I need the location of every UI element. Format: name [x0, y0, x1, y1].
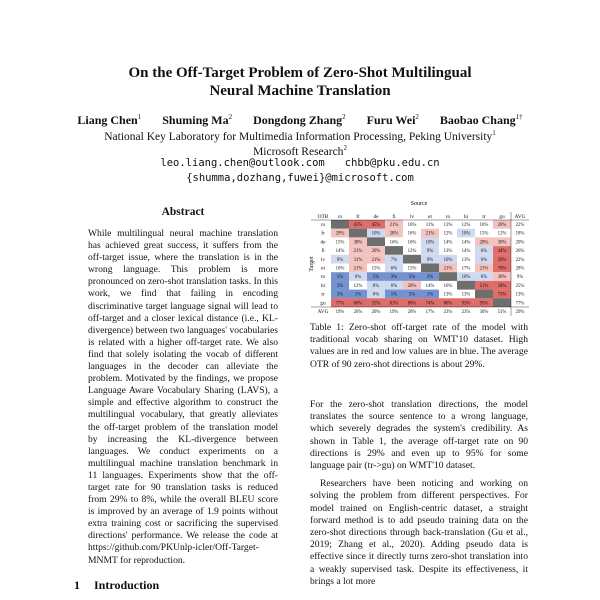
corner-label: OTR	[317, 214, 329, 220]
cell-value: 23%	[461, 310, 471, 315]
cell-value: 26%	[353, 310, 363, 315]
author-name: Liang Chen	[77, 113, 138, 127]
cell-value: 18%	[515, 231, 525, 237]
cell-value: 16%	[335, 266, 345, 272]
cell-value: 13%	[461, 292, 471, 298]
heat-cell	[385, 246, 403, 255]
cell-value: 1%	[426, 292, 434, 298]
cell-value: 21%	[479, 266, 489, 272]
cell-value: 12%	[407, 249, 417, 255]
cell-value: 58%	[497, 283, 507, 289]
cell-value: 28%	[479, 240, 489, 246]
author	[253, 113, 346, 127]
heat-cell	[493, 298, 511, 307]
affiliation-1-sup: 1	[492, 129, 496, 137]
column-header: lv	[409, 214, 415, 220]
cell-value: 5%	[372, 275, 380, 281]
email-link[interactable]: {shumma,dozhang,fuwei}@microsoft.com	[186, 172, 414, 184]
column-header: fr	[356, 214, 360, 220]
cell-value: 30%	[497, 240, 507, 246]
cell-value: 21%	[443, 266, 453, 272]
cell-value: 80%	[443, 301, 453, 307]
section-title: Introduction	[94, 578, 160, 592]
cell-value: 6%	[372, 283, 380, 289]
cell-value: 5%	[408, 292, 416, 298]
cell-value: 7%	[390, 257, 398, 263]
section-number: 1	[74, 578, 80, 592]
cell-value: 12%	[461, 223, 471, 228]
target-axis-label: Target	[309, 256, 315, 272]
column-header: AVG	[514, 214, 526, 220]
row-header: et	[321, 265, 325, 272]
cell-value: 9%	[336, 257, 344, 263]
author	[367, 113, 419, 127]
heat-cell	[367, 237, 385, 246]
cell-value: 93%	[461, 301, 471, 307]
cell-value: 16%	[407, 223, 417, 228]
cell-value: 14%	[335, 249, 345, 255]
cell-value: 16%	[407, 231, 417, 237]
email-line-2	[0, 171, 600, 185]
cell-value: 31%	[353, 257, 363, 263]
cell-value: 20%	[497, 223, 507, 228]
cell-value: 1%	[354, 292, 362, 298]
cell-value: 28%	[515, 266, 525, 272]
cell-value: 15%	[407, 266, 417, 272]
cell-value: 1%	[390, 292, 398, 298]
cell-value: 6%	[480, 249, 488, 255]
author-sup: 2	[228, 113, 233, 121]
author-sup: 1†	[515, 113, 523, 121]
author-sup: 2	[342, 113, 346, 121]
cell-value: 70%	[497, 266, 507, 272]
affiliation-1-text: National Key Laboratory for Multimedia Information Processing, Peking University	[104, 130, 493, 143]
cell-value: 60%	[353, 301, 363, 307]
row-header: fr	[321, 230, 325, 237]
cell-value: 38%	[353, 240, 363, 246]
cell-value: 6%	[480, 275, 488, 281]
cell-value: 10%	[461, 231, 471, 237]
cell-value: 20%	[407, 310, 417, 315]
cell-value: 14%	[461, 240, 471, 246]
body-text-right	[310, 399, 528, 594]
cell-value: 14%	[443, 240, 453, 246]
cell-value: 28%	[389, 231, 399, 237]
cell-value: 74%	[425, 301, 435, 307]
cell-value: 29%	[515, 310, 525, 315]
cell-value: 26%	[515, 249, 525, 255]
cell-value: 9%	[426, 249, 434, 255]
cell-value: 30%	[479, 310, 489, 315]
affiliation-2-sup: 2	[343, 144, 347, 152]
cell-value: 3%	[390, 275, 398, 281]
paper-title	[0, 64, 600, 100]
cell-value: 15%	[335, 240, 345, 246]
table-caption: Table 1: Zero-shot off-target rate of the model with traditional vocab sharing on WMT'10 dataset. High values are in red and low values are in blue. The average OTR of 90 zero-shot directions is about 29%.	[310, 322, 528, 370]
column-header: fi	[392, 214, 396, 220]
heat-cell	[457, 281, 475, 290]
cell-value: 30%	[497, 275, 507, 281]
email-link[interactable]: leo.liang.chen@outlook.com	[160, 157, 325, 169]
cell-value: 81%	[389, 301, 399, 307]
cell-value: 12%	[443, 231, 453, 237]
row-header: AVG	[317, 309, 329, 315]
cell-value: 51%	[497, 310, 507, 315]
cell-value: 55%	[371, 301, 381, 307]
section-heading	[74, 578, 159, 593]
cell-value: 22%	[515, 257, 525, 263]
cell-value: 80%	[407, 301, 417, 307]
cell-value: 73%	[497, 292, 507, 298]
off-target-rate-table	[309, 200, 531, 318]
cell-value: 6%	[372, 292, 380, 298]
author-name: Dongdong Zhang	[253, 113, 343, 127]
cell-value: 11%	[425, 223, 435, 228]
heat-cell	[349, 229, 367, 238]
cell-value: 19%	[389, 310, 399, 315]
cell-value: 20%	[515, 240, 525, 246]
row-header: hi	[320, 282, 326, 289]
author-sup: 2	[415, 113, 419, 121]
cell-value: 6%	[480, 257, 488, 263]
column-header: hi	[463, 214, 469, 220]
email-line-1	[0, 156, 600, 170]
cell-value: 6%	[390, 266, 398, 272]
heat-cell	[331, 220, 349, 229]
cell-value: 12%	[353, 283, 363, 289]
title-line-2: Neural Machine Translation	[209, 83, 391, 99]
cell-value: 3%	[426, 275, 434, 281]
cell-value: 16%	[479, 223, 489, 228]
row-header: tr	[321, 291, 325, 298]
cell-value: 51%	[479, 283, 489, 289]
column-header: cs	[337, 214, 343, 220]
cell-value: 15%	[371, 266, 381, 272]
abstract-text: While multilingual neural machine translation has achieved great success, it suffers from the off-target issue, where the translation is in the wrong language. This problem is more pronounced on zero-shot translation tasks. In this work, we find that failing in encoding discriminative target language signal will lead to off-target and a closer lexical distance (i.e., KL-divergence) between two languages' vocabularies is related with a higher off-target rate. We also find that solely isolating the vocab of different languages in the decoder can alleviate the problem. Motivated by the findings, we propose Language Aware Vocabulary Sharing (LAVS), a simple and effective algorithm to construct the multilingual vocabulary, that greatly alleviates the off-target problem of the translation model by increasing the KL-divergence between languages. We conduct experiments on a multilingual machine translation benchmark in 11 languages. Experiments show that the off-target rate for 90 translation tasks is reduced from 29% to 8%, while the overall BLEU score is improved by an average of 1.9 points without extra training cost or sacrificing the supervised directions' performance. We release the code at https://github.com/PKUnlp-icler/Off-Target-MNMT for reproduction.	[88, 228, 278, 566]
cell-value: 45%	[353, 223, 363, 228]
row-header: ro	[320, 274, 326, 281]
cell-value: 5%	[408, 275, 416, 281]
cell-value: 9%	[516, 275, 524, 281]
cell-value: 13%	[443, 249, 453, 255]
email-link[interactable]: chbb@pku.edu.cn	[344, 157, 440, 169]
row-header: fi	[321, 248, 325, 255]
row-header: lv	[320, 256, 326, 263]
heat-cell	[403, 255, 421, 264]
cell-value: 25%	[515, 283, 525, 289]
cell-value: 12%	[497, 231, 507, 237]
cell-value: 21%	[353, 266, 363, 272]
author-sup: 1	[137, 113, 142, 121]
column-header: de	[373, 214, 379, 220]
cell-value: 14%	[461, 249, 471, 255]
cell-value: 17%	[425, 310, 435, 315]
row-header: gu	[320, 300, 326, 307]
author-name: Shuming Ma	[162, 113, 229, 127]
cell-value: 13%	[443, 292, 453, 298]
cell-value: 13%	[461, 257, 471, 263]
cell-value: 10%	[461, 275, 471, 281]
cell-value: 1%	[336, 275, 344, 281]
cell-value: 21%	[425, 231, 435, 237]
cell-value: 21%	[353, 249, 363, 255]
cell-value: 21%	[371, 257, 381, 263]
cell-value: 13%	[443, 223, 453, 228]
cell-value: 44%	[497, 249, 507, 255]
cell-value: 10%	[425, 240, 435, 246]
cell-value: 29%	[335, 231, 345, 237]
title-line-1: On the Off-Target Problem of Zero-Shot Multilingual	[128, 65, 472, 81]
cell-value: 23%	[443, 310, 453, 315]
cell-value: 77%	[335, 301, 345, 307]
cell-value: 14%	[425, 283, 435, 289]
cell-value: 20%	[371, 310, 381, 315]
row-header: cs	[320, 222, 326, 228]
column-header: et	[428, 214, 432, 220]
cell-value: 22%	[515, 223, 525, 228]
heat-cell	[439, 272, 457, 281]
cell-value: 16%	[407, 240, 417, 246]
cell-value: 50%	[497, 257, 507, 263]
column-header: gu	[499, 214, 505, 220]
affiliation-2-text: Microsoft Research	[253, 145, 344, 158]
cell-value: 19%	[335, 310, 345, 315]
cell-value: 10%	[443, 257, 453, 263]
cell-value: 45%	[371, 223, 381, 228]
column-header: tr	[482, 214, 486, 220]
cell-value: 13%	[515, 292, 525, 298]
cell-value: 15%	[479, 231, 489, 237]
cell-value: 3%	[336, 292, 344, 298]
cell-value: 21%	[389, 223, 399, 228]
cell-value: 20%	[407, 283, 417, 289]
source-axis-label: Source	[410, 201, 428, 207]
cell-value: 95%	[479, 301, 489, 307]
author	[77, 113, 141, 127]
row-header: de	[320, 239, 326, 246]
author	[162, 113, 232, 127]
column-header: ro	[445, 214, 451, 220]
author	[440, 113, 523, 127]
cell-value: 77%	[515, 301, 525, 307]
cell-value: 20%	[371, 249, 381, 255]
heat-cell	[475, 290, 493, 299]
cell-value: 6%	[390, 283, 398, 289]
cell-value: 3%	[336, 283, 344, 289]
cell-value: 17%	[461, 266, 471, 272]
cell-value: 6%	[354, 275, 362, 281]
abstract-heading: Abstract	[161, 206, 205, 218]
cell-value: 10%	[371, 231, 381, 237]
heat-cell	[421, 264, 439, 273]
author-name: Baobao Chang	[439, 113, 516, 127]
cell-value: 16%	[389, 240, 399, 246]
body-paragraph-2: Researchers have been noticing and working on solving the problem from different perspectives. For model trained on English-centric dataset, a straight forward method is to add pseudo training data on the zero-shot directions through back-translation (Gu et al., 2019; Zhang et al., 2020). Adding pseudo data is effective since it directly turns zero-shot translation into a weakly supervised task. Despite its effectiveness, it brings a lot more	[310, 478, 528, 587]
author-name: Furu Wei	[366, 113, 416, 127]
cell-value: 16%	[443, 283, 453, 289]
cell-value: 9%	[426, 257, 434, 263]
body-paragraph-1: For the zero-shot translation directions, the model translates the source sentence to a wrong language, which severely degrades the system's credibility. As shown in Table 1, the average off-target rate on 90 directions is 29% and even up to 95% for some language pair (tr->gu) on WMT'10 dataset.	[310, 399, 528, 472]
